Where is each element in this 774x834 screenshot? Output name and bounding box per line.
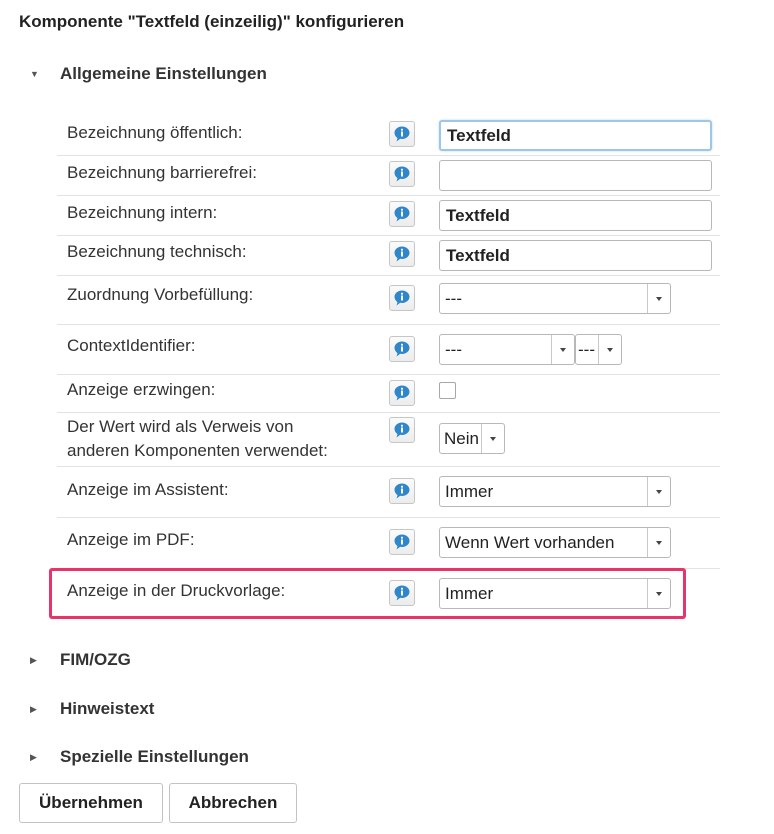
info-icon — [393, 340, 411, 358]
section-special-header[interactable] — [30, 747, 249, 767]
context-identifier-value-2: --- — [578, 339, 595, 359]
display-assistant-select[interactable] — [439, 476, 671, 507]
reference-select-value: Nein — [444, 428, 479, 448]
context-identifier-label: ContextIdentifier: — [67, 336, 196, 355]
info-icon — [393, 245, 411, 263]
display-assistant-value: Immer — [445, 481, 494, 501]
triangle-down-icon: ▼ — [30, 69, 39, 79]
info-button[interactable] — [389, 529, 415, 555]
prefill-select[interactable] — [439, 283, 671, 314]
public-name-input[interactable] — [439, 120, 712, 151]
row-accessible-name — [57, 155, 720, 196]
info-button[interactable] — [389, 285, 415, 311]
internal-name-input[interactable] — [439, 200, 712, 231]
row-internal-name — [57, 195, 720, 236]
info-button[interactable] — [389, 121, 415, 147]
row-display-pdf — [57, 517, 720, 569]
triangle-right-icon: ▶ — [30, 751, 37, 762]
info-button[interactable] — [389, 417, 415, 443]
context-identifier-value: --- — [445, 339, 462, 359]
technical-name-input[interactable] — [439, 240, 712, 271]
section-fim-label: FIM/OZG — [60, 650, 131, 669]
info-icon — [393, 384, 411, 402]
display-pdf-value: Wenn Wert vorhanden — [445, 532, 615, 552]
triangle-right-icon: ▶ — [30, 703, 37, 714]
section-fim-header[interactable] — [30, 650, 131, 670]
row-reference — [57, 412, 720, 467]
display-print-label: Anzeige in der Druckvorlage: — [67, 581, 286, 600]
accessible-name-input[interactable] — [439, 160, 712, 191]
prefill-label: Zuordnung Vorbefüllung: — [67, 285, 254, 304]
section-hint-label: Hinweistext — [60, 699, 155, 718]
display-pdf-select[interactable] — [439, 527, 671, 558]
dialog-title: Komponente "Textfeld (einzeilig)" konfigurieren — [19, 12, 405, 31]
row-public-name — [57, 115, 720, 156]
info-button[interactable] — [389, 241, 415, 267]
info-button[interactable] — [389, 478, 415, 504]
row-force-display — [57, 374, 720, 413]
info-icon — [393, 482, 411, 500]
internal-name-label: Bezeichnung intern: — [67, 203, 218, 222]
accessible-name-label: Bezeichnung barrierefrei: — [67, 163, 257, 182]
row-context-identifier — [57, 324, 720, 375]
info-button[interactable] — [389, 201, 415, 227]
row-prefill — [57, 275, 720, 325]
info-button[interactable] — [389, 336, 415, 362]
section-general-label: Allgemeine Einstellungen — [60, 64, 267, 83]
prefill-select-value: --- — [445, 288, 462, 308]
section-hint-header[interactable] — [30, 699, 154, 719]
reference-label-line2: anderen Komponenten verwendet: — [67, 441, 328, 460]
chevron-down-icon — [647, 477, 670, 506]
info-button[interactable] — [389, 380, 415, 406]
display-print-value: Immer — [445, 583, 494, 603]
force-display-checkbox[interactable] — [439, 382, 456, 399]
force-display-label: Anzeige erzwingen: — [67, 380, 216, 399]
chevron-down-icon — [481, 424, 504, 453]
info-icon — [393, 289, 411, 307]
row-technical-name — [57, 235, 720, 276]
context-identifier-select-2[interactable] — [575, 334, 622, 365]
info-button[interactable] — [389, 161, 415, 187]
apply-button[interactable]: Übernehmen — [19, 783, 163, 823]
info-icon — [393, 125, 411, 143]
technical-name-label: Bezeichnung technisch: — [67, 242, 247, 261]
info-icon — [393, 533, 411, 551]
reference-select[interactable] — [439, 423, 505, 454]
public-name-label: Bezeichnung öffentlich: — [67, 123, 243, 142]
info-icon — [393, 205, 411, 223]
chevron-down-icon — [647, 284, 670, 313]
reference-label-line1: Der Wert wird als Verweis von — [67, 417, 294, 436]
chevron-down-icon — [598, 335, 621, 364]
triangle-right-icon: ▶ — [30, 654, 37, 665]
section-general-header[interactable] — [30, 64, 267, 84]
info-icon — [393, 165, 411, 183]
display-pdf-label: Anzeige im PDF: — [67, 530, 195, 549]
chevron-down-icon — [647, 528, 670, 557]
highlight-box — [49, 568, 686, 619]
chevron-down-icon — [551, 335, 574, 364]
context-identifier-select[interactable] — [439, 334, 575, 365]
row-display-assistant — [57, 466, 720, 518]
info-icon — [393, 421, 411, 439]
section-special-label: Spezielle Einstellungen — [60, 747, 249, 766]
cancel-button[interactable]: Abbrechen — [169, 783, 297, 823]
display-assistant-label: Anzeige im Assistent: — [67, 480, 229, 499]
